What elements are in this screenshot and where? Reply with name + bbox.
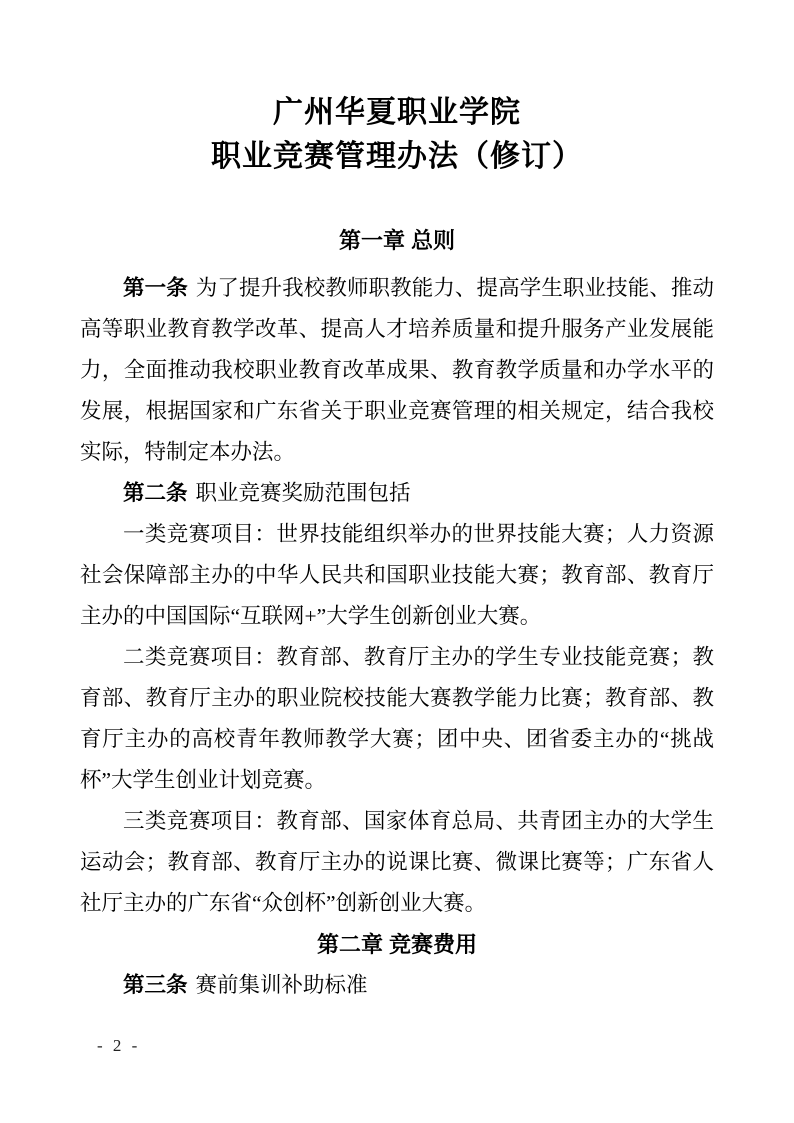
document-title-line-1: 广州华夏职业学院	[273, 96, 521, 129]
article-1-text: 为了提升我校教师职教能力、提高学生职业技能、推动高等职业教育教学改革、提高人才培养质量和提升服务产业发展能力，全面推动我校职业教育改革成果、教育教学质量和办学水平的发展，根据国家和广东省关于职业竞赛管理的相关规定，结合我校实际，特制定本办法。	[80, 276, 714, 464]
article-1-paragraph	[80, 268, 714, 473]
article-3-paragraph	[80, 965, 714, 1006]
article-2-label: 第二条	[123, 481, 188, 505]
article-3-label: 第三条	[123, 973, 188, 997]
article-2-text: 职业竞赛奖励范围包括	[195, 481, 411, 505]
category-3-paragraph: 三类竞赛项目：教育部、国家体育总局、共青团主办的大学生运动会；教育部、教育厅主办的说课比赛、微课比赛等；广东省人社厅主办的广东省“众创杯”创新创业大赛。	[80, 809, 714, 915]
chapter-2-heading: 第二章 竞赛费用	[316, 932, 478, 957]
article-3-text: 赛前集训补助标准	[195, 973, 368, 997]
article-2-paragraph	[80, 473, 714, 514]
document-content	[80, 91, 714, 1006]
category-1-paragraph: 一类竞赛项目：世界技能组织举办的世界技能大赛；人力资源社会保障部主办的中华人民共和国职业技能大赛；教育部、教育厅主办的中国国际“互联网+”大学生创新创业大赛。	[80, 522, 714, 628]
document-title-line-2: 职业竞赛管理办法（修订）	[211, 140, 583, 173]
document-title	[80, 91, 714, 179]
article-1-label: 第一条	[123, 276, 188, 300]
chapter-1-heading: 第一章 总则	[338, 228, 456, 253]
page-number: - 2 -	[97, 1036, 141, 1055]
category-2-paragraph: 二类竞赛项目：教育部、教育厅主办的学生专业技能竞赛；教育部、教育厅主办的职业院校技能大赛教学能力比赛；教育部、教育厅主办的高校青年教师教学大赛；团中央、团省委主办的“挑战杯”大学生创业计划竞赛。	[80, 645, 714, 792]
